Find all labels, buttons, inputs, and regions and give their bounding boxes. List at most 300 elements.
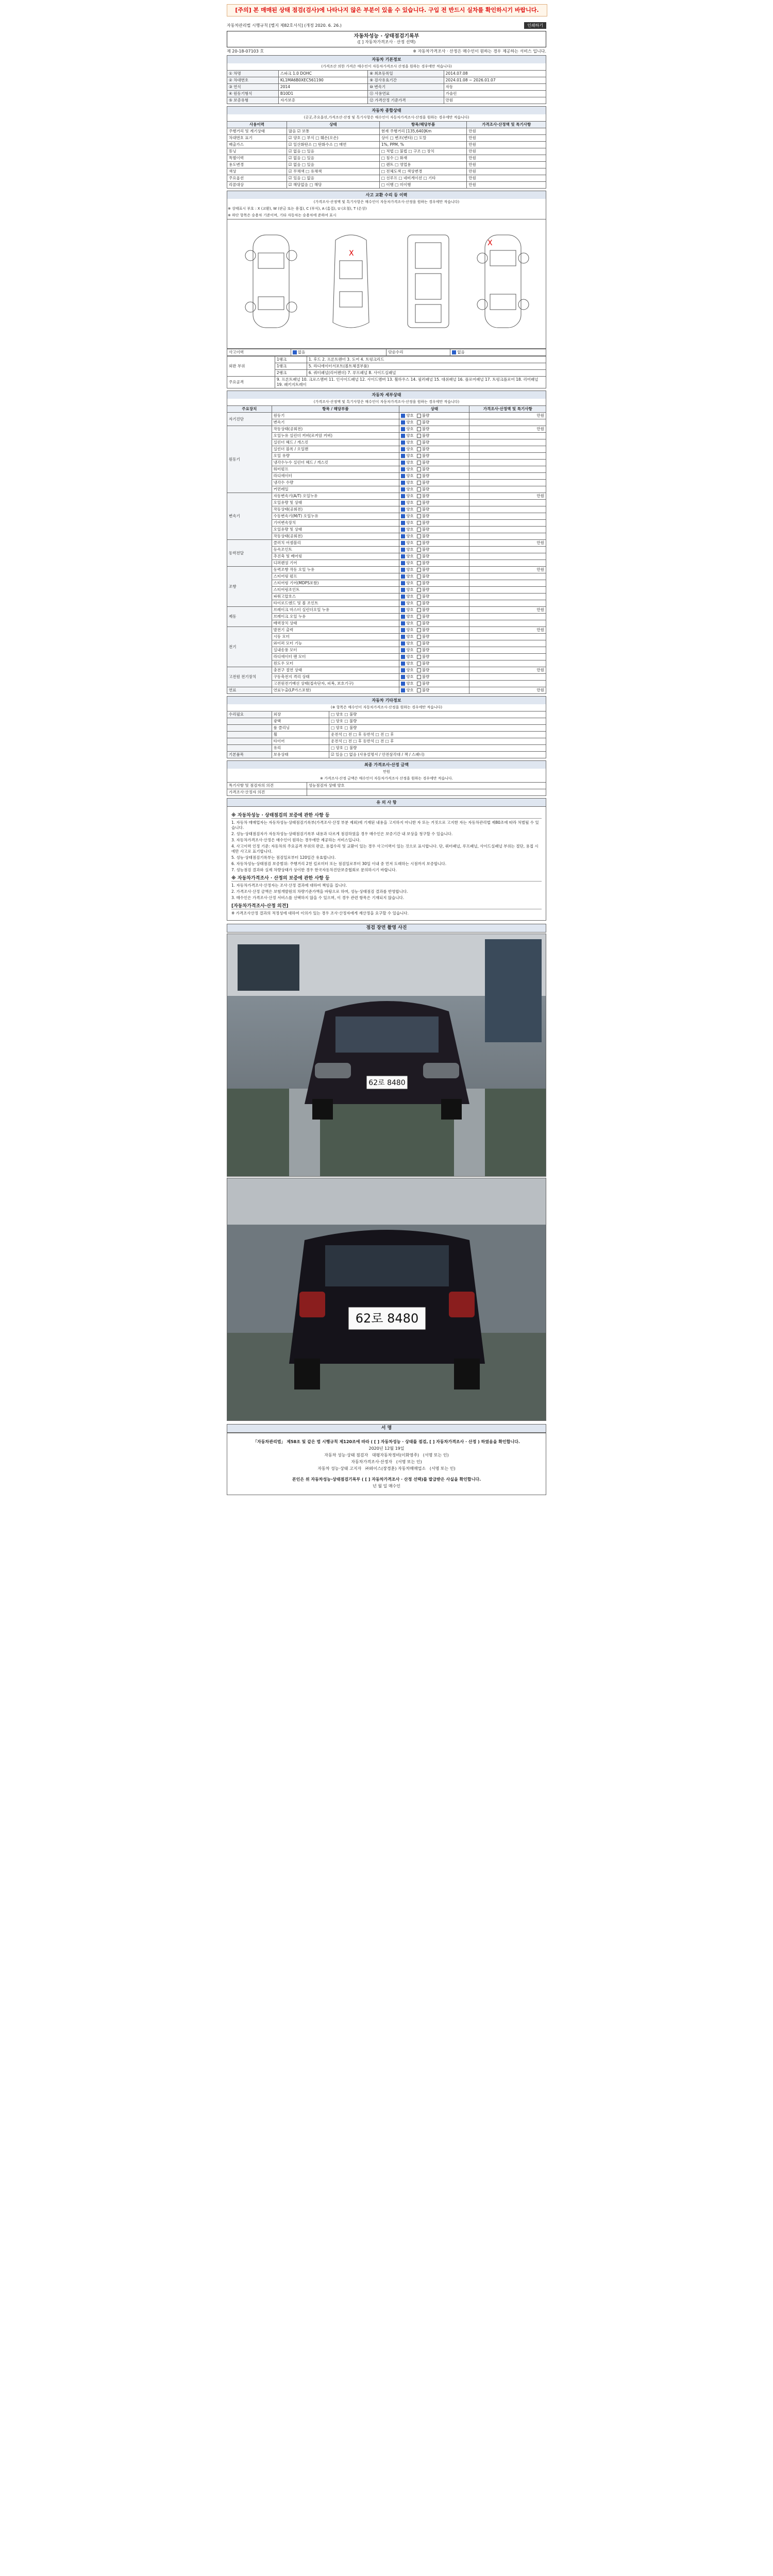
signoff-seller-label: 자동차 성능·상태 고지자 (317, 1466, 362, 1471)
detail-row (227, 460, 546, 466)
status-ok-checkbox[interactable] (401, 507, 405, 512)
status-ok-checkbox[interactable] (401, 588, 405, 592)
detail-row (227, 547, 546, 553)
status-bad-checkbox[interactable] (417, 521, 421, 525)
status-bad-label: 불량 (422, 540, 430, 545)
status-bad-label: 불량 (422, 433, 430, 438)
form-number: 자동차관리법 시행규칙 [별지 제82호서식] (개정 2020. 6. 26.) (227, 23, 342, 28)
status-ok-checkbox[interactable] (401, 528, 405, 532)
status-ok-checkbox[interactable] (401, 675, 405, 679)
status-cell: □ 렌트 □ 영업용 (379, 162, 467, 168)
status-ok-checkbox[interactable] (401, 474, 405, 478)
detail-status-cell (399, 687, 469, 694)
options-cell (227, 732, 272, 738)
simple-repair-checkbox[interactable] (452, 350, 456, 354)
status-ok-label: 양호 (406, 520, 414, 525)
status-row (227, 168, 546, 175)
notice-paragraph: 3. 매수인은 가격조사·산정 서비스를 선택하지 않을 수 있으며, 이 경우 관련 항목은 기재되지 않습니다. (231, 895, 405, 900)
detail-item-name: 추진축 및 베어링 (272, 553, 399, 560)
options-cell: 룸 클리닝 (272, 725, 329, 732)
status-ok-label: 양호 (406, 634, 414, 639)
status-ok-label: 양호 (406, 601, 414, 605)
detail-status-cell (399, 547, 469, 553)
detail-status-cell (399, 681, 469, 687)
status-ok-label: 양호 (406, 433, 414, 438)
status-bad-label: 불량 (422, 527, 430, 532)
status-bad-label: 불량 (422, 507, 430, 512)
status-ok-checkbox[interactable] (401, 561, 405, 565)
status-cell: ☑ 없음 □ 있음 (287, 162, 379, 168)
basic-info-heading: 자동차 기본정보 (227, 55, 546, 63)
status-col-item: 항목/해당부품 (379, 122, 467, 128)
detail-row (227, 654, 546, 660)
detail-item-name: 시동 모터 (272, 634, 399, 640)
outer-panel-label: 외판 부위 (227, 357, 275, 377)
status-bad-checkbox[interactable] (417, 628, 421, 632)
notices-section-2-title: ※ 자동차가격조사 · 산정의 보증에 관한 사항 등 (231, 876, 542, 882)
status-cell: 만원 (467, 155, 546, 162)
status-cell: 용도변경 (227, 162, 287, 168)
status-ok-checkbox[interactable] (401, 440, 405, 445)
options-cell: ☑ 있음 □ 없음 (사용설명서 / 안전삼각대 / 잭 / 스패너) (329, 752, 546, 758)
status-bad-checkbox[interactable] (417, 501, 421, 505)
detail-price-cell: 만원 (469, 687, 546, 694)
basic-info-row (227, 97, 546, 104)
status-ok-checkbox[interactable] (401, 481, 405, 485)
status-bad-checkbox[interactable] (417, 514, 421, 518)
basic-info-row (227, 84, 546, 91)
detail-price-cell (469, 486, 546, 493)
status-bad-checkbox[interactable] (417, 434, 421, 438)
status-ok-checkbox[interactable] (401, 682, 405, 686)
status-bad-checkbox[interactable] (417, 427, 421, 431)
accident-checkbox[interactable] (293, 350, 297, 354)
detail-row (227, 533, 546, 540)
status-ok-checkbox[interactable] (401, 615, 405, 619)
detail-item-name: 배력장치 상태 (272, 620, 399, 627)
detail-heading: 자동차 세부상태 (227, 391, 546, 399)
detail-status-cell (399, 660, 469, 667)
detail-status-cell (399, 473, 469, 480)
notice-paragraph: 5. 성능·상태점검기록부는 점검일로부터 120일간 유효합니다. (231, 855, 336, 860)
status-bad-checkbox[interactable] (417, 615, 421, 619)
accident-heading: 사고 교환 수리 등 이력 (227, 191, 546, 199)
rank1-label: 1랭크 (275, 357, 307, 363)
status-bad-checkbox[interactable] (417, 675, 421, 679)
price-opinion-value (307, 789, 546, 796)
detail-status-cell (399, 614, 469, 620)
basic-info-label: ④ 원동기형식 (227, 91, 279, 97)
options-row (227, 738, 546, 745)
detail-price-cell (469, 513, 546, 520)
status-bad-label: 불량 (422, 487, 430, 492)
status-bad-checkbox[interactable] (417, 655, 421, 659)
detail-status-cell (399, 587, 469, 594)
status-ok-checkbox[interactable] (401, 581, 405, 585)
status-bad-checkbox[interactable] (417, 454, 421, 458)
detail-item-name: 오일유량 및 상태 (272, 500, 399, 506)
detail-row (227, 466, 546, 473)
detail-row (227, 600, 546, 607)
detail-group-name: 전기 (227, 627, 272, 667)
detail-status-cell (399, 466, 469, 473)
status-cell: 만원 (467, 175, 546, 182)
status-ok-checkbox[interactable] (401, 461, 405, 465)
options-cell (227, 725, 272, 732)
detail-item-name: 수동변속기(M/T) 오일누유 (272, 513, 399, 520)
detail-status-cell (399, 654, 469, 660)
notice-paragraph: 6. 자동차성능·상태점검 보증범위: 주행거리 2천 킬로미터 또는 점검일로부터 30일 이내 중 먼저 도래하는 시점까지 보증합니다. (231, 861, 447, 866)
detail-row (227, 627, 546, 634)
status-ok-checkbox[interactable] (401, 595, 405, 599)
signoff-inspector-sign: (서명 또는 인) (423, 1453, 449, 1458)
status-bad-checkbox[interactable] (417, 534, 421, 538)
options-row (227, 711, 546, 718)
signoff-date: 2020년 12월 19일 (368, 1446, 405, 1451)
detail-price-cell: 만원 (469, 413, 546, 419)
status-ok-checkbox[interactable] (401, 467, 405, 471)
front-plate-text: 62로 8480 (368, 1079, 406, 1087)
detail-group-name: 자기진단 (227, 413, 272, 426)
status-bad-checkbox[interactable] (417, 461, 421, 465)
status-cell: 리콜대상 (227, 182, 287, 189)
detail-row (227, 660, 546, 667)
status-bad-checkbox[interactable] (417, 648, 421, 652)
detail-item-name: 파워고압호스 (272, 594, 399, 600)
accident-summary-table (227, 349, 546, 356)
detail-price-cell: 만원 (469, 493, 546, 500)
options-row (227, 752, 546, 758)
detail-price-cell: 만원 (469, 567, 546, 573)
car-top-view-icon (320, 230, 382, 333)
status-bad-checkbox[interactable] (417, 561, 421, 565)
status-bad-checkbox[interactable] (417, 554, 421, 558)
status-bad-label: 불량 (422, 467, 430, 471)
status-cell: 1%, PPM, % (379, 142, 467, 148)
document-topbar (227, 21, 546, 30)
status-bad-checkbox[interactable] (417, 420, 421, 425)
status-ok-label: 양호 (406, 473, 414, 478)
detail-price-cell: 만원 (469, 540, 546, 547)
status-bad-checkbox[interactable] (417, 481, 421, 485)
options-cell: □ 양호 □ 불량 (329, 718, 546, 725)
status-ok-checkbox[interactable] (401, 548, 405, 552)
status-cell: 튜닝 (227, 148, 287, 155)
status-bad-checkbox[interactable] (417, 447, 421, 451)
status-bad-checkbox[interactable] (417, 568, 421, 572)
basic-info-label: ⑧ 최초등록일 (368, 71, 444, 77)
status-bad-label: 불량 (422, 500, 430, 505)
status-bad-checkbox[interactable] (417, 682, 421, 686)
status-cell: 배출가스 (227, 142, 287, 148)
status-ok-checkbox[interactable] (401, 501, 405, 505)
detail-status-cell (399, 413, 469, 419)
status-bad-label: 불량 (422, 688, 430, 692)
status-bad-checkbox[interactable] (417, 595, 421, 599)
status-ok-checkbox[interactable] (401, 601, 405, 605)
status-bad-checkbox[interactable] (417, 688, 421, 692)
status-ok-checkbox[interactable] (401, 641, 405, 646)
options-cell: 광택 (272, 718, 329, 725)
status-ok-checkbox[interactable] (401, 427, 405, 431)
status-bad-label: 불량 (422, 561, 430, 565)
detail-status-cell (399, 480, 469, 486)
status-ok-checkbox[interactable] (401, 494, 405, 498)
status-bad-checkbox[interactable] (417, 440, 421, 445)
detail-col-state: 상태 (399, 406, 469, 413)
status-ok-label: 양호 (406, 594, 414, 599)
status-bad-label: 불량 (422, 621, 430, 625)
detail-item-name: 구동축전지 격리 상태 (272, 674, 399, 681)
status-ok-checkbox[interactable] (401, 414, 405, 418)
accident-history-value: 없음 (297, 350, 306, 354)
status-bad-checkbox[interactable] (417, 494, 421, 498)
damage-mark-1: X (349, 249, 354, 258)
options-cell: 보유상태 (272, 752, 329, 758)
status-ok-label: 양호 (406, 460, 414, 465)
status-ok-checkbox[interactable] (401, 541, 405, 545)
status-ok-checkbox[interactable] (401, 420, 405, 425)
status-cell: 만원 (467, 128, 546, 135)
status-ok-checkbox[interactable] (401, 688, 405, 692)
status-bad-checkbox[interactable] (417, 601, 421, 605)
options-cell: □ 양호 □ 불량 (329, 745, 546, 752)
status-bad-checkbox[interactable] (417, 507, 421, 512)
detail-price-cell (469, 640, 546, 647)
rank1b-label: 1랭크 (275, 363, 307, 370)
status-row (227, 175, 546, 182)
basic-info-table (227, 70, 546, 104)
options-cell: 기본품목 (227, 752, 272, 758)
signoff-final: 본인은 위 자동차성능·상태점검기록부 ( [ ] 자동차가격조사 · 산정 선택)를 발급받은 사실을 확인합니다. (292, 1477, 481, 1482)
status-ok-label: 양호 (406, 681, 414, 686)
status-ok-label: 양호 (406, 487, 414, 492)
detail-price-cell (469, 466, 546, 473)
detail-price-cell (469, 480, 546, 486)
status-bad-label: 불량 (422, 594, 430, 599)
photos-heading: 점검 장면 촬영 사진 (227, 924, 546, 933)
detail-row (227, 674, 546, 681)
detail-price-cell: 만원 (469, 426, 546, 433)
opinion-table (227, 782, 546, 796)
detail-row (227, 439, 546, 446)
signoff-receiver: 년 월 일 매수인 (373, 1484, 400, 1488)
status-ok-checkbox[interactable] (401, 447, 405, 451)
detail-row (227, 607, 546, 614)
basic-info-value: 자동 (444, 84, 546, 91)
main-frame-label: 주요골격 (227, 377, 275, 388)
detail-item-name: 고전원전기배선 상태(접속단자, 피복, 보호기구) (272, 681, 399, 687)
status-ok-label: 양호 (406, 467, 414, 471)
status-cell: ☑ 양호 □ 부식 □ 훼손(오손) (287, 135, 379, 142)
detail-item-name: 연료누출(LP가스포함) (272, 687, 399, 694)
status-ok-label: 양호 (406, 447, 414, 451)
status-ok-checkbox[interactable] (401, 514, 405, 518)
status-bad-checkbox[interactable] (417, 635, 421, 639)
detail-row (227, 594, 546, 600)
status-ok-label: 양호 (406, 607, 414, 612)
detail-group-name: 조향 (227, 567, 272, 607)
options-cell: 운전석 □ 전 □ 후 동반석 □ 전 □ 후 (329, 732, 546, 738)
detail-status-cell (399, 453, 469, 460)
status-ok-label: 양호 (406, 628, 414, 632)
status-bad-checkbox[interactable] (417, 662, 421, 666)
detail-item-name: 기어변속장치 (272, 520, 399, 527)
options-row (227, 745, 546, 752)
rank1-items: 1. 후드 2. 프론트펜더 3. 도어 4. 트렁크리드 (307, 357, 546, 363)
status-bad-label: 불량 (422, 641, 430, 646)
notices-section-2-list (231, 883, 542, 901)
options-cell: □ 양호 □ 불량 (329, 711, 546, 718)
detail-status-cell (399, 620, 469, 627)
status-bad-label: 불량 (422, 581, 430, 585)
status-ok-checkbox[interactable] (401, 621, 405, 625)
signoff-heading: 서 명 (227, 1424, 546, 1433)
status-cell: □ 전체도색 □ 색상변경 (379, 168, 467, 175)
status-bad-label: 불량 (422, 514, 430, 518)
detail-status-cell (399, 640, 469, 647)
notices-body (227, 806, 546, 921)
status-bad-label: 불량 (422, 648, 430, 652)
status-ok-label: 양호 (406, 688, 414, 692)
status-row (227, 135, 546, 142)
detail-row (227, 681, 546, 687)
status-bad-checkbox[interactable] (417, 541, 421, 545)
detail-status-cell (399, 500, 469, 506)
options-cell (227, 738, 272, 745)
status-bad-checkbox[interactable] (417, 588, 421, 592)
status-bad-checkbox[interactable] (417, 574, 421, 579)
status-cell: 많음 ☑ 보통 (287, 128, 379, 135)
detail-status-cell (399, 560, 469, 567)
detail-status-cell (399, 533, 469, 540)
detail-price-cell: 만원 (469, 607, 546, 614)
detail-group-name: 변속기 (227, 493, 272, 540)
status-ok-label: 양호 (406, 621, 414, 625)
detail-item-name: 라디에이터 팬 모터 (272, 654, 399, 660)
options-cell: 타이어 (272, 738, 329, 745)
rank2-items: 6. 쿼터패널(리어펜더) 7. 루프패널 8. 사이드실패널 (307, 370, 546, 377)
detail-status-cell (399, 513, 469, 520)
status-bad-checkbox[interactable] (417, 548, 421, 552)
detail-group-name: 고전원 전기장치 (227, 667, 272, 687)
status-bad-checkbox[interactable] (417, 414, 421, 418)
status-ok-checkbox[interactable] (401, 648, 405, 652)
detail-status-cell (399, 627, 469, 634)
status-bad-checkbox[interactable] (417, 641, 421, 646)
status-bad-checkbox[interactable] (417, 528, 421, 532)
status-ok-checkbox[interactable] (401, 487, 405, 492)
status-col-price: 가격조사·산정액 및 특기사항 (467, 122, 546, 128)
status-bad-label: 불량 (422, 614, 430, 619)
detail-row (227, 480, 546, 486)
detail-status-cell (399, 567, 469, 573)
detail-price-cell (469, 681, 546, 687)
status-ok-checkbox[interactable] (401, 534, 405, 538)
status-bad-checkbox[interactable] (417, 668, 421, 672)
detail-row (227, 486, 546, 493)
detail-group-name: 연료 (227, 687, 272, 694)
print-button[interactable]: 인쇄하기 (524, 22, 546, 29)
detail-col-device: 주요장치 (227, 406, 272, 413)
status-ok-checkbox[interactable] (401, 655, 405, 659)
basic-info-label: ⑨ 검사유효기간 (368, 77, 444, 84)
status-ok-label: 양호 (406, 614, 414, 619)
detail-col-price: 가격조사·산정액 및 특기사항 (469, 406, 546, 413)
detail-item-name: 와이퍼 모터 기능 (272, 640, 399, 647)
status-ok-checkbox[interactable] (401, 574, 405, 579)
status-bad-checkbox[interactable] (417, 581, 421, 585)
status-ok-label: 양호 (406, 427, 414, 431)
status-ok-label: 양호 (406, 547, 414, 552)
status-ok-label: 양호 (406, 641, 414, 646)
status-ok-label: 양호 (406, 587, 414, 592)
status-ok-label: 양호 (406, 527, 414, 532)
detail-price-cell (469, 460, 546, 466)
basic-info-value: 2014 (278, 84, 367, 91)
signoff-seller-sign: (서명 또는 인) (429, 1466, 456, 1471)
status-bad-checkbox[interactable] (417, 487, 421, 492)
notices-section-3-title: [자동차가격조사·산정 의견] (231, 904, 542, 909)
status-row (227, 128, 546, 135)
status-cell: 만원 (467, 142, 546, 148)
notice-paragraph: 3. 자동차가격조사·산정은 매수인이 원하는 경우에만 제공하는 서비스입니다. (231, 838, 361, 842)
status-ok-checkbox[interactable] (401, 608, 405, 612)
detail-price-cell (469, 654, 546, 660)
detail-item-name: 스티어링조인트 (272, 587, 399, 594)
status-ok-checkbox[interactable] (401, 521, 405, 525)
notice-paragraph: 1. 자동차 매매업자는 자동차성능·상태점검기록부(가격조사·산정 부분 제외)에 기재된 내용을 고지하지 아니한 자 또는 거짓으로 고지한 자는 자동차관리법 제80조에 따라 처벌될 수 있습니다. (231, 820, 539, 830)
status-ok-checkbox[interactable] (401, 434, 405, 438)
status-cell: 만원 (467, 168, 546, 175)
options-cell: 수리필요 (227, 711, 272, 718)
detail-row (227, 580, 546, 587)
status-ok-checkbox[interactable] (401, 662, 405, 666)
detail-price-cell (469, 594, 546, 600)
detail-price-cell (469, 506, 546, 513)
status-ok-checkbox[interactable] (401, 668, 405, 672)
detail-row (227, 614, 546, 620)
status-row (227, 155, 546, 162)
simple-repair-label: 단순수리 (386, 349, 450, 356)
status-row (227, 142, 546, 148)
detail-row (227, 413, 546, 419)
pricing-heading: 최종 가격조사·산정 금액 (227, 760, 546, 769)
status-bad-checkbox[interactable] (417, 608, 421, 612)
status-ok-checkbox[interactable] (401, 568, 405, 572)
detail-status-cell (399, 647, 469, 654)
detail-price-cell (469, 419, 546, 426)
options-heading: 자동차 기타정보 (227, 696, 546, 704)
status-ok-checkbox[interactable] (401, 628, 405, 632)
status-ok-checkbox[interactable] (401, 554, 405, 558)
detail-item-name: 오일 유량 (272, 453, 399, 460)
record-line (227, 48, 546, 54)
status-ok-checkbox[interactable] (401, 454, 405, 458)
status-cell: □ 선루프 □ 네비게이션 □ 기타 (379, 175, 467, 182)
detail-row (227, 446, 546, 453)
options-cell: 유리 (272, 745, 329, 752)
status-bad-checkbox[interactable] (417, 621, 421, 625)
options-subheading: (※ 항목은 매수인이 자동차가격조사·산정을 원하는 경우에만 적습니다) (227, 704, 546, 711)
basic-info-value: 2014.07.08 (444, 71, 546, 77)
detail-price-cell (469, 573, 546, 580)
status-bad-checkbox[interactable] (417, 474, 421, 478)
detail-status-cell (399, 634, 469, 640)
status-bad-checkbox[interactable] (417, 467, 421, 471)
status-ok-checkbox[interactable] (401, 635, 405, 639)
price-opinion-label: 가격조사·산정자 의견 (227, 789, 307, 796)
